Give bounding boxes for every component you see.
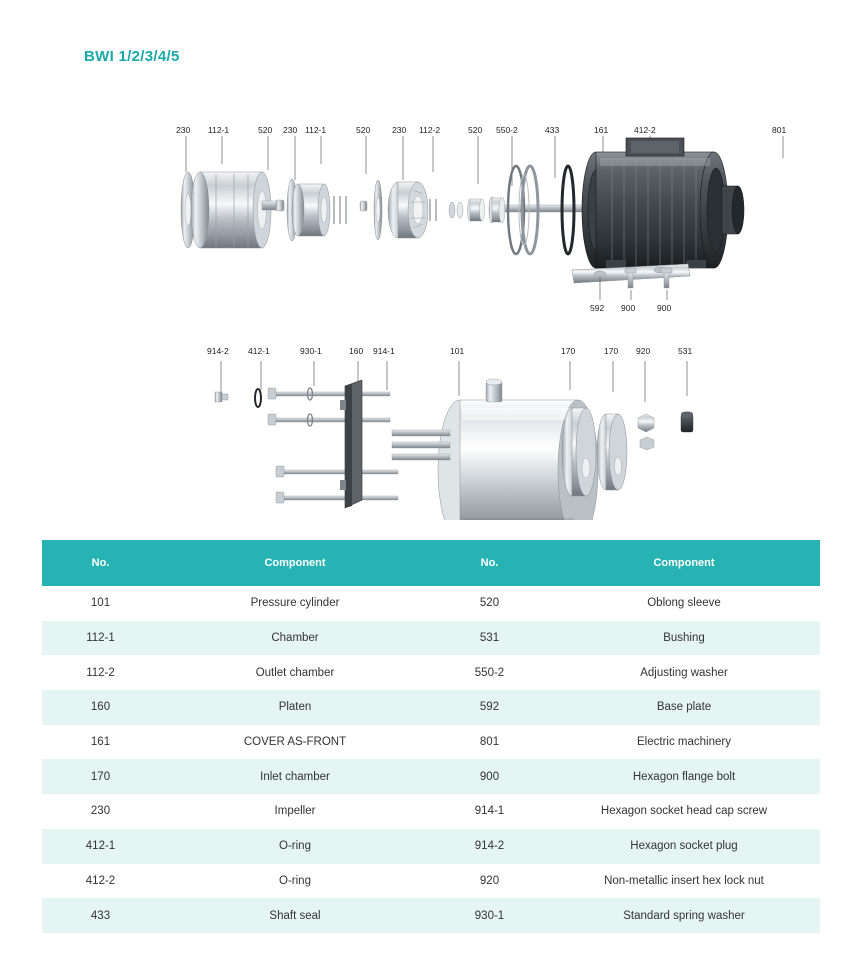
callout-112-1-a: 112-1 bbox=[208, 125, 230, 135]
table-row bbox=[42, 621, 820, 656]
callout-230-a: 230 bbox=[176, 125, 191, 135]
header-no-2: No. bbox=[431, 540, 548, 586]
cell-component-left: Chamber bbox=[159, 621, 431, 656]
callout-170-b: 170 bbox=[604, 346, 619, 356]
part-170-b bbox=[597, 414, 627, 490]
header-component-1: Component bbox=[159, 540, 431, 586]
callout-920: 920 bbox=[636, 346, 651, 356]
callout-914-1: 914-1 bbox=[373, 346, 395, 356]
cell-component-left: Inlet chamber bbox=[159, 759, 431, 794]
cell-component-left: Shaft seal bbox=[159, 898, 431, 933]
header-component-2: Component bbox=[548, 540, 820, 586]
callout-101: 101 bbox=[450, 346, 465, 356]
cell-no-right: 930-1 bbox=[431, 898, 548, 933]
cell-no-left: 170 bbox=[42, 759, 159, 794]
callout-161: 161 bbox=[594, 125, 609, 135]
cell-component-left: O-ring bbox=[159, 829, 431, 864]
cell-no-left: 412-2 bbox=[42, 864, 159, 899]
cell-no-left: 112-2 bbox=[42, 655, 159, 690]
cell-component-left: Impeller bbox=[159, 794, 431, 829]
part-520-a bbox=[276, 200, 284, 211]
cell-no-right: 900 bbox=[431, 759, 548, 794]
cell-no-right: 531 bbox=[431, 621, 548, 656]
part-531 bbox=[681, 412, 693, 433]
cell-no-left: 433 bbox=[42, 898, 159, 933]
part-170-a bbox=[562, 408, 596, 496]
part-550-2 bbox=[468, 199, 485, 221]
cell-no-left: 230 bbox=[42, 794, 159, 829]
cell-component-right: Hexagon socket plug bbox=[548, 829, 820, 864]
cell-component-left: COVER AS-FRONT bbox=[159, 725, 431, 760]
part-spacer-group-a bbox=[334, 196, 346, 224]
cell-component-right: Bushing bbox=[548, 621, 820, 656]
part-520-c bbox=[449, 202, 463, 218]
callout-900-b: 900 bbox=[657, 303, 672, 313]
part-520-b bbox=[360, 201, 367, 211]
part-914-1-group bbox=[268, 388, 398, 503]
cell-component-left: Platen bbox=[159, 690, 431, 725]
table-row bbox=[42, 586, 820, 621]
cell-no-left: 412-1 bbox=[42, 829, 159, 864]
part-160 bbox=[340, 380, 362, 508]
cell-no-right: 920 bbox=[431, 864, 548, 899]
callout-112-2: 112-2 bbox=[419, 125, 441, 135]
part-433 bbox=[489, 197, 505, 223]
callout-412-1: 412-1 bbox=[248, 346, 270, 356]
cell-no-right: 914-2 bbox=[431, 829, 548, 864]
cell-component-right: Hexagon socket head cap screw bbox=[548, 794, 820, 829]
parts-table bbox=[42, 540, 820, 933]
callout-170-a: 170 bbox=[561, 346, 576, 356]
table-row bbox=[42, 898, 820, 933]
table-row bbox=[42, 759, 820, 794]
cell-component-left: O-ring bbox=[159, 864, 431, 899]
diagram-svg bbox=[0, 100, 848, 520]
cell-no-left: 101 bbox=[42, 586, 159, 621]
table-row bbox=[42, 829, 820, 864]
part-801 bbox=[582, 138, 744, 268]
part-412-1 bbox=[255, 389, 261, 407]
cell-component-left: Outlet chamber bbox=[159, 655, 431, 690]
exploded-parts-diagram bbox=[0, 100, 848, 520]
cell-no-left: 160 bbox=[42, 690, 159, 725]
callout-520-a: 520 bbox=[258, 125, 273, 135]
cell-no-left: 112-1 bbox=[42, 621, 159, 656]
table-row bbox=[42, 725, 820, 760]
part-shaft bbox=[505, 205, 593, 212]
part-914-2 bbox=[215, 392, 228, 402]
cell-no-left: 161 bbox=[42, 725, 159, 760]
callout-230-b: 230 bbox=[283, 125, 298, 135]
cell-component-right: Non-metallic insert hex lock nut bbox=[548, 864, 820, 899]
callout-914-2: 914-2 bbox=[207, 346, 229, 356]
callout-592: 592 bbox=[590, 303, 605, 313]
table-row bbox=[42, 794, 820, 829]
callout-433: 433 bbox=[545, 125, 560, 135]
callout-550-2: 550-2 bbox=[496, 125, 518, 135]
part-112-1-a bbox=[191, 172, 282, 248]
callout-520-c: 520 bbox=[468, 125, 483, 135]
callout-160: 160 bbox=[349, 346, 364, 356]
part-112-1-b bbox=[287, 179, 330, 241]
table-row bbox=[42, 864, 820, 899]
cell-component-right: Oblong sleeve bbox=[548, 586, 820, 621]
table-row bbox=[42, 655, 820, 690]
cell-no-right: 592 bbox=[431, 690, 548, 725]
cell-component-right: Standard spring washer bbox=[548, 898, 820, 933]
cell-no-right: 520 bbox=[431, 586, 548, 621]
cell-component-right: Adjusting washer bbox=[548, 655, 820, 690]
cell-no-right: 914-1 bbox=[431, 794, 548, 829]
page-title: BWI 1/2/3/4/5 bbox=[84, 48, 180, 65]
table-row bbox=[42, 690, 820, 725]
part-920 bbox=[638, 414, 654, 450]
cell-component-right: Hexagon flange bolt bbox=[548, 759, 820, 794]
callout-230-c: 230 bbox=[392, 125, 407, 135]
cell-component-left: Pressure cylinder bbox=[159, 586, 431, 621]
header-no-1: No. bbox=[42, 540, 159, 586]
callout-930-1: 930-1 bbox=[300, 346, 322, 356]
cell-no-right: 550-2 bbox=[431, 655, 548, 690]
part-900-b bbox=[661, 268, 672, 288]
cell-component-right: Base plate bbox=[548, 690, 820, 725]
part-112-2 bbox=[388, 182, 428, 238]
callout-112-1-b: 112-1 bbox=[305, 125, 327, 135]
part-230-b bbox=[374, 180, 382, 240]
callout-412-2: 412-2 bbox=[634, 125, 656, 135]
cell-component-right: Electric machinery bbox=[548, 725, 820, 760]
callout-900-a: 900 bbox=[621, 303, 636, 313]
table-header-row bbox=[42, 540, 820, 586]
callout-520-b: 520 bbox=[356, 125, 371, 135]
cell-no-right: 801 bbox=[431, 725, 548, 760]
callout-531: 531 bbox=[678, 346, 693, 356]
part-spacer-group-b bbox=[430, 199, 436, 221]
callout-801: 801 bbox=[772, 125, 787, 135]
